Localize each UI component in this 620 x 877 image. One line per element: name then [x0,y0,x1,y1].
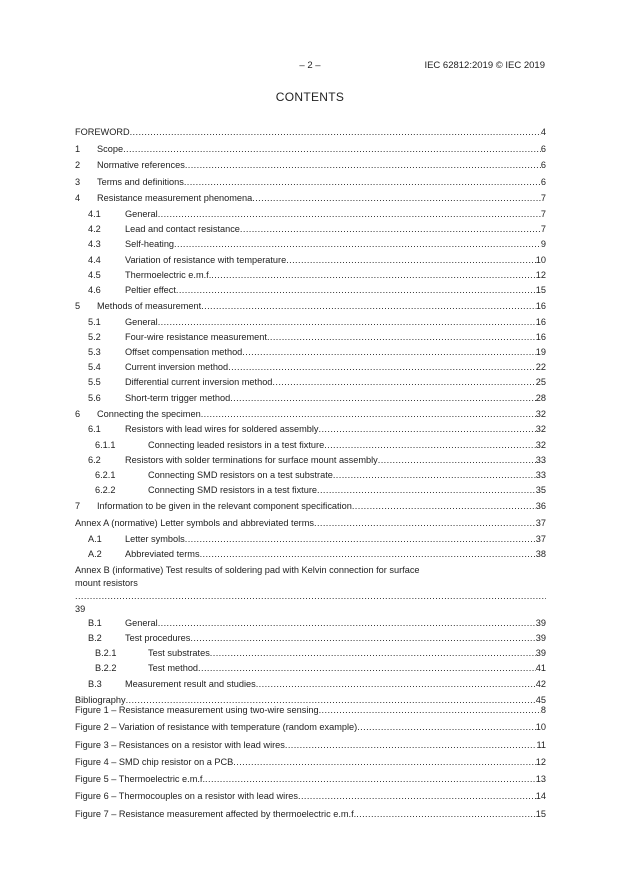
toc-entry[interactable] [75,483,546,498]
toc-entry[interactable] [75,547,546,562]
toc-entry-title: Current inversion method [125,362,229,373]
page-number: – 2 – [299,60,321,71]
list-of-figures [75,702,546,823]
toc-entry[interactable] [75,562,546,616]
toc-entry-page: 6 [540,160,546,171]
dot-leader [333,468,536,483]
toc-entry-title: Connecting SMD resistors on a test substrate [148,469,333,480]
figure-title: Figure 3 – Resistances on a resistor with lead wires [75,739,285,750]
dot-leader [211,268,535,283]
toc-entry-title: Annex A (normative) Letter symbols and abbreviated terms [75,517,314,528]
toc-entry-number: A.1 [88,533,102,544]
dot-leader [324,438,536,453]
dot-leader [272,375,535,390]
toc-entry[interactable] [75,330,546,345]
toc-entry-title: Resistance measurement phenomena [97,193,253,204]
toc-entry-page: 32 [535,408,546,419]
toc-entry-page: 16 [535,331,546,342]
dot-leader [184,174,541,191]
dot-leader [298,788,536,805]
toc-entry-page: 6 [540,143,546,154]
toc-entry-title: General [125,208,158,219]
toc-entry-title: Offset compensation method [125,347,243,358]
toc-entry-number: 5.1 [88,316,101,327]
toc-entry-title: Normative references [97,160,185,171]
dot-leader [356,806,536,823]
toc-entry-number: A.2 [88,548,102,559]
toc-entry-page: 32 [535,439,546,450]
toc-entry-number: B.2 [88,633,102,644]
toc-entry-page: 33 [535,454,546,465]
dot-leader [285,737,537,754]
figure-entry[interactable] [75,737,546,754]
toc-entry[interactable] [75,391,546,406]
toc-entry[interactable] [75,375,546,390]
toc-entry-page: 39 [535,617,546,628]
toc-entry-page: 7 [540,208,546,219]
toc-entry[interactable] [75,406,546,423]
toc-entry-page: 37 [535,533,546,544]
toc-entry-page: 41 [535,663,546,674]
dot-leader [256,677,536,692]
toc-entry-number: 4.4 [88,254,101,265]
dot-leader [75,590,546,603]
figure-entry[interactable] [75,754,546,771]
toc-entry-page: 39 [535,633,546,644]
toc-entry-number: 7 [75,501,81,512]
toc-entry-number: 4.1 [88,208,101,219]
toc-entry-page: 10 [535,254,546,265]
figure-page: 12 [535,756,546,767]
toc-entry-title: Variation of resistance with temperature [125,254,287,265]
dot-leader [185,157,541,174]
toc-entry[interactable] [75,422,546,437]
toc-entry-title: Four-wire resistance measurement [125,331,267,342]
toc-entry-number: 5 [75,301,81,312]
toc-entry[interactable] [75,237,546,252]
toc-entry-title: General [125,617,158,628]
dot-leader [228,360,536,375]
dot-leader [123,141,541,158]
toc-entry-title: Differential current inversion method [125,377,273,388]
dot-leader [158,207,541,222]
dot-leader [267,330,536,345]
toc-entry[interactable] [75,438,546,453]
toc-entry[interactable] [75,253,546,268]
toc-entry-title: Lead and contact resistance [125,224,240,235]
toc-entry[interactable] [75,124,546,141]
dot-leader [240,222,541,237]
toc-entry-page: 25 [535,377,546,388]
figure-page: 8 [540,705,546,715]
dot-leader [210,646,536,661]
toc-entry-number: 6.2 [88,454,101,465]
toc-entry[interactable] [75,298,546,315]
toc-entry-number: 4.5 [88,269,101,280]
dot-leader [185,532,536,547]
dot-leader [252,190,541,207]
table-of-contents [75,124,546,708]
toc-entry-page: 36 [535,501,546,512]
toc-entry[interactable] [75,315,546,330]
toc-entry-title: Test method [148,663,199,674]
toc-entry-number: 5.5 [88,377,101,388]
toc-entry[interactable] [75,360,546,375]
toc-entry-title: Resistors with lead wires for soldered assembly [125,424,319,435]
toc-entry-number: 6.1 [88,424,101,435]
toc-entry-page: 7 [540,224,546,235]
toc-entry[interactable] [75,222,546,237]
toc-entry-number: 4 [75,193,81,204]
toc-entry-title: Connecting leaded resistors in a test fixture [148,439,325,450]
toc-entry-number: 5.6 [88,392,101,403]
toc-entry-title: Test procedures [125,633,191,644]
toc-entry[interactable] [75,174,546,191]
toc-entry-title: Letter symbols [125,533,185,544]
dot-leader [205,771,536,788]
figure-title: Figure 6 – Thermocouples on a resistor with lead wires [75,791,298,802]
dot-leader [314,515,536,532]
toc-entry-page: 16 [535,316,546,327]
dot-leader [201,406,536,423]
dot-leader [319,422,536,437]
dot-leader [357,719,536,736]
dot-leader [174,237,541,252]
dot-leader [233,754,535,771]
toc-entry-number: B.1 [88,617,102,628]
toc-entry-page: 7 [540,193,546,204]
toc-entry[interactable] [75,661,546,676]
toc-entry-number: 6.2.2 [95,485,116,496]
toc-entry-number: 1 [75,143,81,154]
toc-entry-title: Resistors with solder terminations for surface mount assembly [125,454,378,465]
toc-entry-title: Thermoelectric e.m.f. [125,269,212,280]
toc-entry-page: 9 [540,239,546,250]
figure-title: Figure 4 – SMD chip resistor on a PCB [75,756,234,767]
toc-entry-title: Short-term trigger method [125,392,231,403]
toc-entry-number: 4.3 [88,239,101,250]
dot-leader [286,253,536,268]
toc-entry[interactable] [75,141,546,158]
toc-entry[interactable] [75,268,546,283]
toc-entry-number: 5.2 [88,331,101,342]
figure-title: Figure 7 – Resistance measurement affected by thermoelectric e.m.f. [75,808,357,819]
toc-entry-number: B.2.2 [95,663,117,674]
figure-entry[interactable] [75,719,546,736]
toc-entry-page: 12 [535,269,546,280]
dot-leader [158,315,536,330]
toc-entry[interactable] [75,532,546,547]
figure-page: 13 [535,774,546,785]
toc-entry-number: 6.2.1 [95,469,116,480]
toc-entry-title: Measurement result and studies [125,678,256,689]
toc-entry-page: 15 [535,284,546,295]
toc-entry-title: Scope [97,143,124,154]
dot-leader [158,616,536,631]
toc-entry-page: 4 [540,127,546,137]
toc-entry-number: 4.6 [88,284,101,295]
toc-entry-title: FOREWORD [75,127,130,137]
dot-leader [319,702,541,719]
toc-entry-title: Abbreviated terms [125,548,200,559]
figure-entry[interactable] [75,771,546,788]
toc-entry-page: 42 [535,678,546,689]
toc-entry-title: Test substrates [148,648,210,659]
toc-entry-title: Bibliography [75,694,126,705]
toc-entry-number: 2 [75,160,81,171]
toc-entry[interactable] [75,345,546,360]
toc-entry-page: 28 [535,392,546,403]
toc-entry-page: 39 [75,603,86,614]
dot-leader [200,547,536,562]
toc-entry-title: Methods of measurement [97,301,202,312]
dot-leader [130,124,541,141]
toc-entry-number: B.3 [88,678,102,689]
publication-id: IEC 62812:2019 © IEC 2019 [424,60,545,71]
toc-entry[interactable] [75,157,546,174]
toc-entry-number: 5.4 [88,362,101,373]
toc-entry-page: 33 [535,469,546,480]
toc-entry[interactable] [75,631,546,646]
toc-entry[interactable] [75,190,546,207]
toc-entry-page: 22 [535,362,546,373]
toc-entry[interactable] [75,515,546,532]
dot-leader [378,453,536,468]
toc-entry-title: Self-heating [125,239,175,250]
toc-entry-page: 38 [535,548,546,559]
toc-entry[interactable] [75,207,546,222]
dot-leader [317,483,536,498]
toc-entry-title: Connecting the specimen [97,408,201,419]
toc-entry-title-continued: mount resistors [75,577,138,588]
figure-page: 11 [536,739,546,750]
toc-entry-number: 3 [75,176,81,187]
figure-entry[interactable] [75,702,546,719]
toc-entry-page: 19 [535,347,546,358]
toc-entry-page: 37 [535,517,546,528]
toc-entry-number: B.2.1 [95,648,117,659]
dot-leader [176,283,536,298]
toc-entry-number: 6 [75,408,81,419]
toc-entry-page: 45 [535,694,546,705]
toc-entry-title: Annex B (informative) Test results of soldering pad with Kelvin connection for surface [75,564,420,575]
dot-leader [198,661,536,676]
figure-page: 14 [535,791,546,802]
toc-entry-page: 35 [535,485,546,496]
dot-leader [242,345,535,360]
dot-leader [190,631,535,646]
toc-entry[interactable] [75,468,546,483]
toc-entry-page: 39 [535,648,546,659]
figure-entry[interactable] [75,788,546,805]
toc-entry-page: 6 [540,176,546,187]
toc-entry-title: General [125,316,158,327]
figure-title: Figure 5 – Thermoelectric e.m.f. [75,774,206,785]
dot-leader [352,498,536,515]
figure-title: Figure 2 – Variation of resistance with temperature (random example) [75,722,358,733]
toc-entry[interactable] [75,498,546,515]
toc-entry-number: 4.2 [88,224,101,235]
toc-entry-title: Connecting SMD resistors in a test fixture [148,485,318,496]
toc-entry[interactable] [75,677,546,692]
dot-leader [201,298,536,315]
toc-entry-title: Peltier effect [125,284,176,295]
figure-page: 15 [535,808,546,819]
toc-entry-page: 16 [535,301,546,312]
dot-leader [230,391,536,406]
page-title: CONTENTS [275,90,345,104]
toc-entry-page: 32 [535,424,546,435]
toc-entry[interactable] [75,646,546,661]
toc-entry-title: Information to be given in the relevant component specification [97,501,352,512]
figure-entry[interactable] [75,806,546,823]
figure-title: Figure 1 – Resistance measurement using two-wire sensing [75,705,319,715]
toc-entry[interactable] [75,283,546,298]
toc-entry-title: Terms and definitions [97,176,184,187]
toc-entry[interactable] [75,616,546,631]
figure-page: 10 [535,722,546,733]
toc-entry-number: 6.1.1 [95,439,116,450]
toc-entry-number: 5.3 [88,347,101,358]
toc-entry[interactable] [75,453,546,468]
